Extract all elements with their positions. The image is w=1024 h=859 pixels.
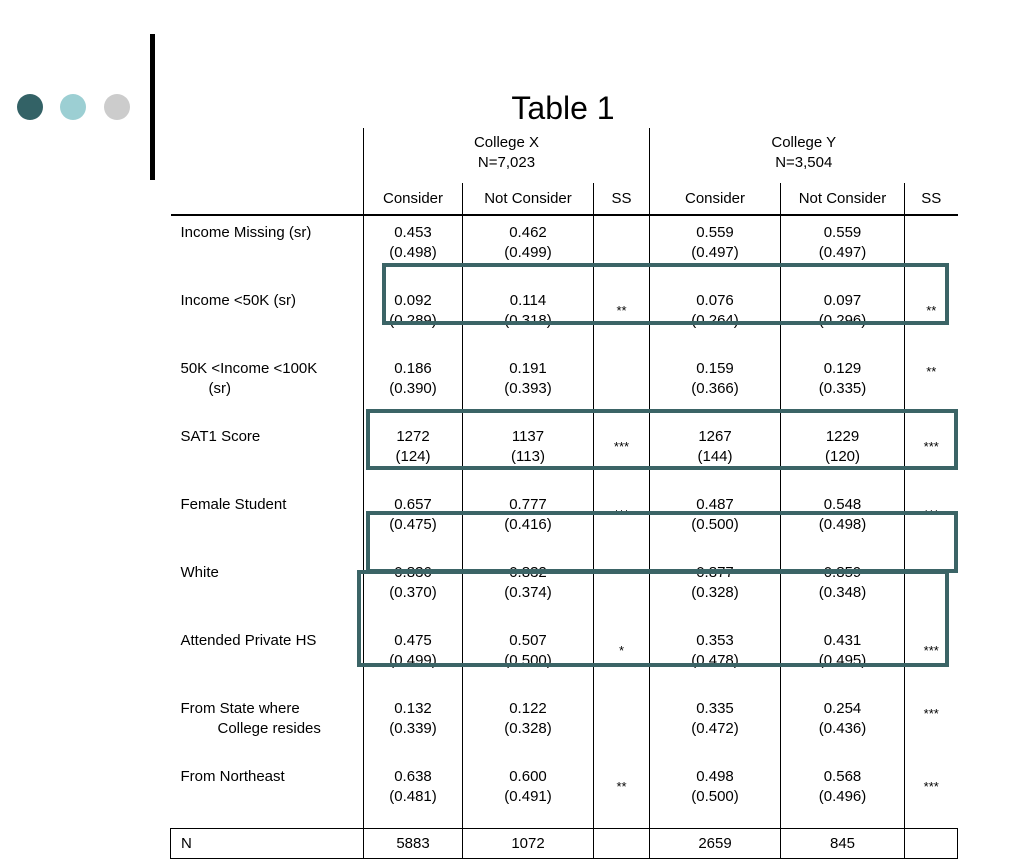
table-cell: 0.254 (0.436) — [781, 692, 905, 760]
table-cell: 2659 — [650, 829, 781, 859]
column-header: SS — [594, 183, 650, 215]
table-cell: 0.507 (0.500) — [463, 624, 594, 692]
decor-dot-1 — [17, 94, 43, 120]
table-cell: 0.487 (0.500) — [650, 488, 781, 556]
table-cell: 0.114 (0.318) — [463, 284, 594, 352]
group-header-college-y: College Y N=3,504 — [771, 134, 837, 171]
table-cell: 0.777 (0.416) — [463, 488, 594, 556]
significance-cell: * — [594, 624, 650, 692]
table-cell: 0.836 (0.370) — [364, 556, 463, 624]
row-label: Female Student — [171, 488, 364, 556]
row-label: Income Missing (sr) — [171, 215, 364, 284]
table-cell: 1272 (124) — [364, 420, 463, 488]
table-cell: 0.335 (0.472) — [650, 692, 781, 760]
row-label: Attended Private HS — [171, 624, 364, 692]
table-cell: 1229 (120) — [781, 420, 905, 488]
highlight-box-income-under-50k — [382, 263, 949, 325]
table-cell: 1267 (144) — [650, 420, 781, 488]
table-cell: 0.129 (0.335) — [781, 352, 905, 420]
table-cell: 0.568 (0.496) — [781, 760, 905, 829]
page-title: Table 1 — [511, 90, 615, 126]
table-cell: 0.462 (0.499) — [463, 215, 594, 284]
table-cell: 0.186 (0.390) — [364, 352, 463, 420]
column-header: Not Consider — [463, 183, 594, 215]
table-cell: 0.548 (0.498) — [781, 488, 905, 556]
table-cell: 0.559 (0.497) — [781, 215, 905, 284]
table-cell: 0.475 (0.499) — [364, 624, 463, 692]
decor-vertical-bar — [150, 34, 155, 180]
highlight-box-state-northeast — [357, 570, 949, 667]
decor-dot-3 — [104, 94, 130, 120]
table-cell: 0.498 (0.500) — [650, 760, 781, 829]
table-cell: 0.657 (0.475) — [364, 488, 463, 556]
significance-cell — [594, 692, 650, 760]
table-cell: 0.076 (0.264) — [650, 284, 781, 352]
column-header: Consider — [364, 183, 463, 215]
table-cell: 0.859 (0.348) — [781, 556, 905, 624]
highlight-box-female-student — [366, 409, 958, 470]
group-header-row — [171, 128, 958, 183]
column-header: Not Consider — [781, 183, 905, 215]
table-cell: 0.097 (0.296) — [781, 284, 905, 352]
table-cell: 0.431 (0.495) — [781, 624, 905, 692]
row-label: From Northeast — [171, 760, 364, 829]
significance-cell: ** — [594, 760, 650, 829]
table-cell: 0.453 (0.498) — [364, 215, 463, 284]
column-header: SS — [905, 183, 958, 215]
table-cell: 5883 — [364, 829, 463, 859]
significance-cell: *** — [594, 420, 650, 488]
table-cell: 1072 — [463, 829, 594, 859]
row-label: 50K <Income <100K (sr) — [171, 352, 364, 420]
decor-dot-2 — [60, 94, 86, 120]
row-label: Income <50K (sr) — [171, 284, 364, 352]
significance-cell: ** — [926, 364, 937, 379]
significance-cell: *** — [923, 779, 939, 794]
significance-cell: *** — [923, 706, 939, 721]
table-cell: 0.638 (0.481) — [364, 760, 463, 829]
row-label: N — [171, 829, 364, 859]
significance-cell: *** — [923, 439, 939, 454]
table-cell: 0.600 (0.491) — [463, 760, 594, 829]
n-row — [171, 829, 958, 859]
significance-cell: *** — [923, 643, 939, 658]
significance-cell: ** — [926, 303, 937, 318]
table-cell — [594, 829, 650, 859]
significance-cell: *** — [594, 488, 650, 556]
row-label: SAT1 Score — [171, 420, 364, 488]
table-cell: 0.353 (0.478) — [650, 624, 781, 692]
table-cell: 0.159 (0.366) — [650, 352, 781, 420]
table-cell: 0.832 (0.374) — [463, 556, 594, 624]
group-header-college-x: College X N=7,023 — [364, 128, 650, 183]
table-cell: 0.191 (0.393) — [463, 352, 594, 420]
row-label: White — [171, 556, 364, 624]
table-cell: 0.092 (0.289) — [364, 284, 463, 352]
row-label: From State where College resides — [171, 692, 364, 760]
table-cell: 1137 (113) — [463, 420, 594, 488]
significance-cell: *** — [923, 507, 939, 522]
results-table — [170, 128, 958, 859]
highlight-box-private-hs — [366, 511, 958, 573]
table-row — [171, 760, 958, 829]
table-row — [171, 692, 958, 760]
table-cell: 0.122 (0.328) — [463, 692, 594, 760]
significance-cell: ** — [594, 284, 650, 352]
table-cell: 0.877 (0.328) — [650, 556, 781, 624]
table-cell — [905, 829, 958, 859]
table-cell: 845 — [781, 829, 905, 859]
table-cell: 0.559 (0.497) — [650, 215, 781, 284]
table-cell: 0.132 (0.339) — [364, 692, 463, 760]
column-header: Consider — [650, 183, 781, 215]
column-header-row — [171, 183, 958, 215]
